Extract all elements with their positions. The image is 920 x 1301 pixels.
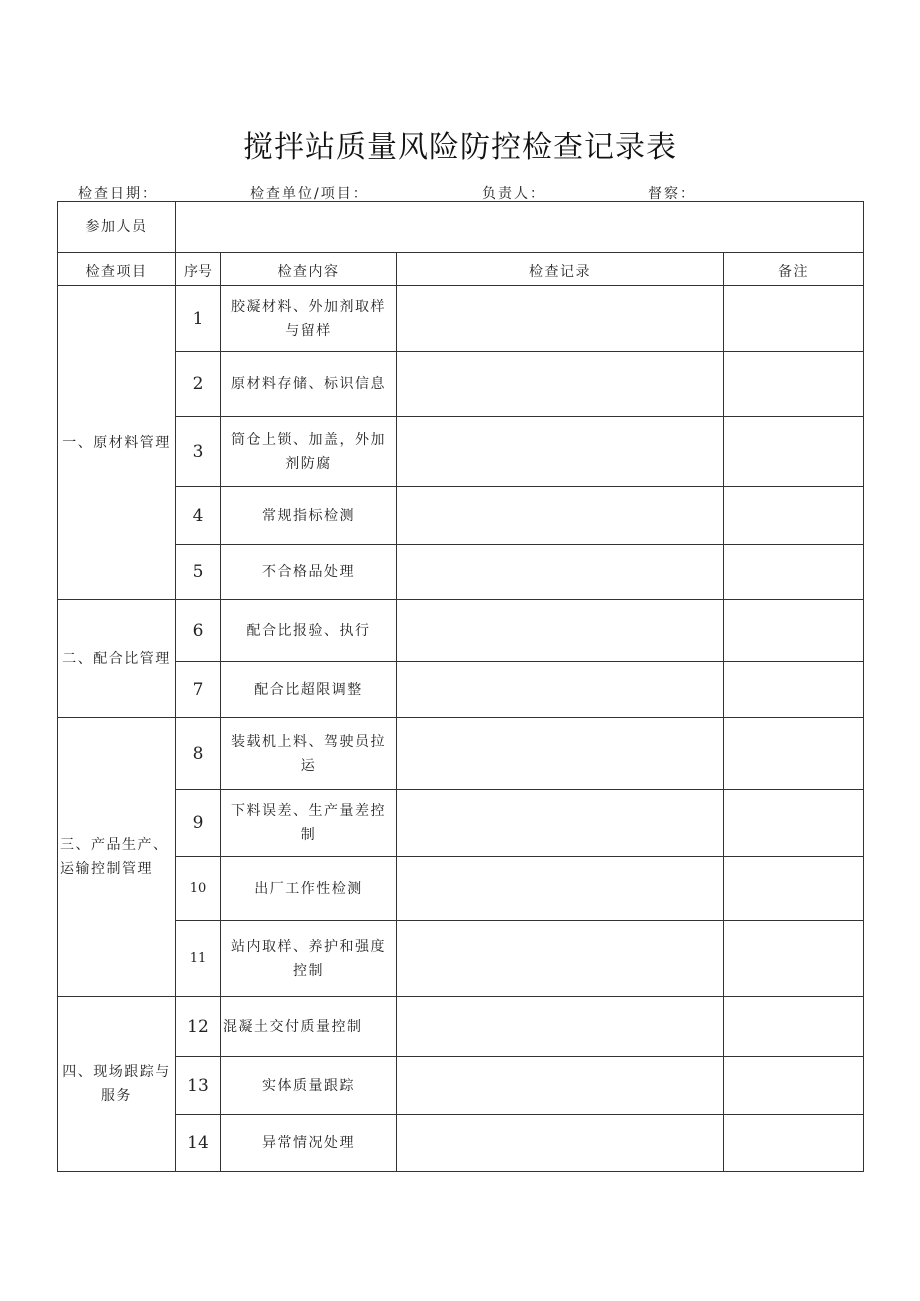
remark-cell[interactable]: [724, 487, 864, 545]
row-content: 常规指标检测: [221, 487, 397, 545]
inspection-record-table: [57, 201, 864, 1172]
header-content: 检查内容: [221, 253, 397, 286]
row-content: 实体质量跟踪: [221, 1057, 397, 1115]
row-content: 筒仓上锁、加盖，外加剂防腐: [221, 417, 397, 487]
participants-row: [58, 202, 864, 253]
row-content: 不合格品处理: [221, 545, 397, 600]
row-seq: 13: [176, 1057, 221, 1115]
remark-cell[interactable]: [724, 790, 864, 857]
supervisor-label: 督察：: [648, 186, 696, 202]
row-seq: 3: [176, 417, 221, 487]
row-content: 配合比超限调整: [221, 662, 397, 718]
row-seq: 6: [176, 600, 221, 662]
table-row: [58, 545, 864, 600]
participants-label: 参加人员: [58, 202, 176, 253]
row-content: 出厂工作性检测: [221, 857, 397, 921]
header-item: 检查项目: [58, 253, 176, 286]
row-seq: 5: [176, 545, 221, 600]
category-raw-materials: 一、原材料管理: [58, 286, 176, 600]
row-content: 胶凝材料、外加剂取样与留样: [221, 286, 397, 352]
remark-cell[interactable]: [724, 1115, 864, 1172]
row-seq: 10: [176, 857, 221, 921]
row-content: 混凝土交付质量控制: [221, 997, 397, 1057]
record-cell[interactable]: [397, 662, 724, 718]
category-site-tracking: 四、现场跟踪与服务: [58, 997, 176, 1172]
row-seq: 14: [176, 1115, 221, 1172]
remark-cell[interactable]: [724, 545, 864, 600]
row-seq: 1: [176, 286, 221, 352]
participants-value-cell[interactable]: [176, 202, 864, 253]
remark-cell[interactable]: [724, 1057, 864, 1115]
table-row: [58, 718, 864, 790]
inspection-unit-label: 检查单位/项目：: [250, 186, 369, 202]
row-content: 站内取样、养护和强度控制: [221, 921, 397, 997]
remark-cell[interactable]: [724, 662, 864, 718]
record-cell[interactable]: [397, 1115, 724, 1172]
record-cell[interactable]: [397, 600, 724, 662]
table-row: [58, 1115, 864, 1172]
record-cell[interactable]: [397, 352, 724, 417]
record-cell[interactable]: [397, 718, 724, 790]
row-content: 下料误差、生产量差控制: [221, 790, 397, 857]
header-seq: 序号: [176, 253, 221, 286]
record-cell[interactable]: [397, 857, 724, 921]
table-row: [58, 286, 864, 352]
remark-cell[interactable]: [724, 600, 864, 662]
record-cell[interactable]: [397, 997, 724, 1057]
record-cell[interactable]: [397, 417, 724, 487]
table-row: [58, 857, 864, 921]
row-seq: 4: [176, 487, 221, 545]
table-row: [58, 1057, 864, 1115]
row-seq: 8: [176, 718, 221, 790]
record-cell[interactable]: [397, 286, 724, 352]
record-cell[interactable]: [397, 545, 724, 600]
table-row: [58, 600, 864, 662]
header-row: [58, 253, 864, 286]
table-row: [58, 662, 864, 718]
page-title: 搅拌站质量风险防控检查记录表: [243, 130, 677, 165]
row-seq: 11: [176, 921, 221, 997]
inspection-date-label: 检查日期：: [78, 186, 158, 202]
table-row: [58, 997, 864, 1057]
table-row: [58, 790, 864, 857]
remark-cell[interactable]: [724, 997, 864, 1057]
remark-cell[interactable]: [724, 718, 864, 790]
table-row: [58, 417, 864, 487]
record-cell[interactable]: [397, 921, 724, 997]
remark-cell[interactable]: [724, 286, 864, 352]
row-seq: 12: [176, 997, 221, 1057]
table-row: [58, 921, 864, 997]
category-mix-ratio: 二、配合比管理: [58, 600, 176, 718]
record-cell[interactable]: [397, 487, 724, 545]
remark-cell[interactable]: [724, 921, 864, 997]
header-remark: 备注: [724, 253, 864, 286]
table-row: [58, 352, 864, 417]
remark-cell[interactable]: [724, 417, 864, 487]
table-row: [58, 487, 864, 545]
row-seq: 7: [176, 662, 221, 718]
row-content: 装载机上料、驾驶员拉运: [221, 718, 397, 790]
row-content: 配合比报验、执行: [221, 600, 397, 662]
row-content: 异常情况处理: [221, 1115, 397, 1172]
row-seq: 9: [176, 790, 221, 857]
remark-cell[interactable]: [724, 857, 864, 921]
row-content: 原材料存储、标识信息: [221, 352, 397, 417]
record-cell[interactable]: [397, 1057, 724, 1115]
remark-cell[interactable]: [724, 352, 864, 417]
row-seq: 2: [176, 352, 221, 417]
header-record: 检查记录: [397, 253, 724, 286]
category-production-transport: 三、产品生产、运输控制管理: [58, 718, 176, 997]
responsible-person-label: 负责人：: [482, 186, 546, 202]
record-cell[interactable]: [397, 790, 724, 857]
